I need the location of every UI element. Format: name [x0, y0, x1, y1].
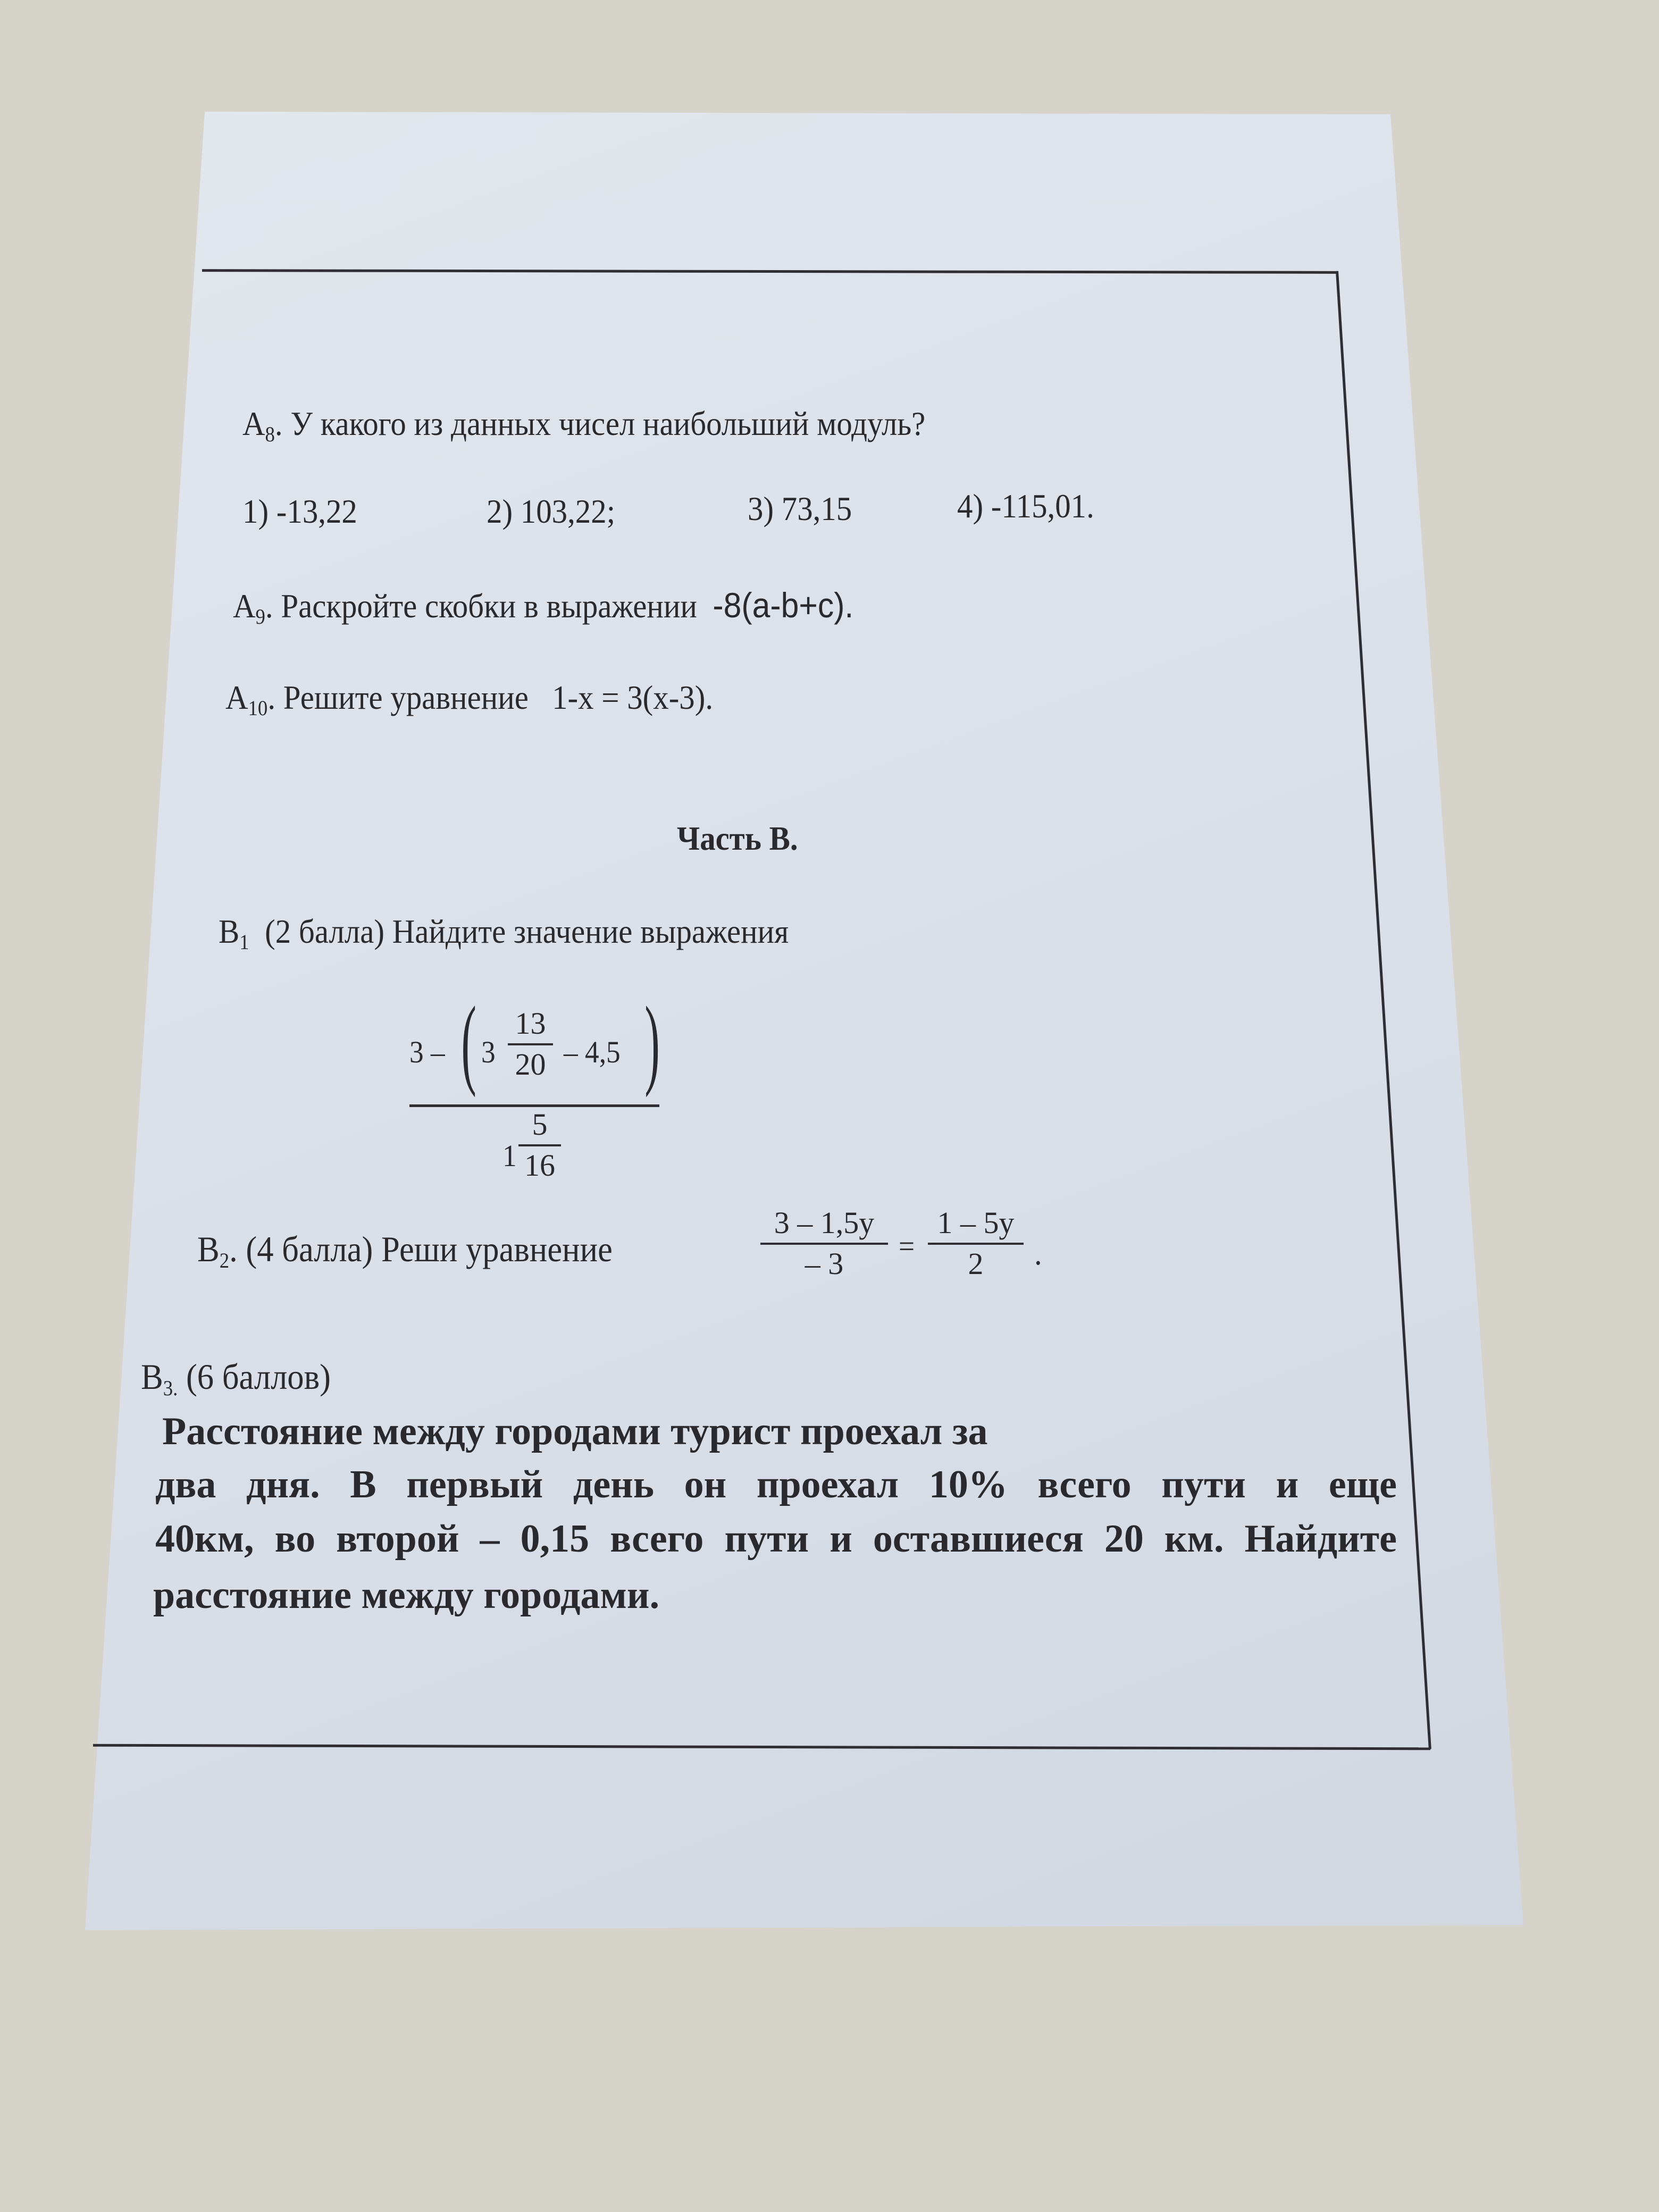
question-text: . (4 балла) Реши уравнение [229, 1229, 613, 1269]
expr-tail: – 4,5 [564, 1035, 621, 1069]
question-text: . Решите уравнение [267, 678, 529, 716]
b3-line-3: 40км, во второй – 0,15 всего пути и оставшиеся 20 км. Найдите [155, 1517, 1397, 1561]
a8-option-1: 1) -13,22 [242, 492, 357, 530]
a8-option-4: 4) -115,01. [957, 487, 1094, 525]
question-expression: 1-x = 3(x-3). [552, 678, 714, 716]
numerator: 3 – 1,5y [774, 1205, 875, 1240]
fraction-13-20 [508, 1008, 553, 1081]
b3-line-1: Расстояние между городами турист проехал за [162, 1410, 988, 1453]
question-a9 [233, 585, 853, 629]
b2-right-fraction [928, 1207, 1024, 1280]
b2-left-fraction [760, 1207, 888, 1280]
question-a10 [225, 678, 713, 720]
question-subscript: 8 [265, 422, 275, 446]
a8-option-2: 2) 103,22; [487, 492, 616, 530]
question-b2 [197, 1228, 613, 1273]
numerator: 13 [515, 1006, 546, 1041]
a8-option-3: 3) 73,15 [748, 490, 852, 527]
part-b-heading: Часть В. [677, 819, 798, 857]
denominator: 20 [515, 1046, 546, 1082]
question-text: (6 баллов) [186, 1356, 331, 1397]
question-b1 [219, 912, 789, 954]
denominator: 2 [968, 1246, 984, 1281]
question-subscript: 10 [248, 696, 268, 720]
question-subscript: 2 [219, 1249, 230, 1272]
equals-sign: = [899, 1229, 915, 1263]
question-subscript: 1 [239, 930, 249, 954]
question-label: A [225, 678, 248, 716]
expr-lead: 3 – [409, 1035, 445, 1069]
numerator: 1 – 5y [937, 1205, 1015, 1240]
right-paren: ) [644, 986, 660, 1098]
question-label: B [141, 1356, 163, 1397]
b3-line-4: расстояние между городами. [153, 1573, 660, 1617]
question-label: A [233, 587, 256, 625]
denominator: 16 [524, 1147, 555, 1183]
question-label: B [197, 1229, 220, 1269]
denominator: – 3 [805, 1246, 844, 1281]
question-label: A [242, 405, 265, 442]
question-text: (2 балла) Найдите значение выражения [265, 912, 789, 950]
question-b3 [141, 1356, 331, 1401]
left-paren: ( [461, 986, 476, 1098]
b3-line-2: два дня. В первый день он проехал 10% всего пути и еще [155, 1463, 1397, 1506]
fraction-5-16 [518, 1109, 561, 1182]
denominator-whole: 1 [502, 1138, 517, 1173]
expr-whole: 3 [481, 1035, 496, 1069]
question-expression: -8(a-b+c). [713, 585, 854, 625]
question-subscript: 3. [163, 1376, 178, 1400]
question-text: . У какого из данных чисел наибольший модуль? [274, 405, 926, 442]
question-label: B [219, 912, 240, 950]
period: . [1034, 1234, 1042, 1272]
question-subscript: 9 [255, 605, 265, 629]
question-a8 [242, 404, 925, 447]
numerator: 5 [532, 1107, 548, 1142]
question-text: . Раскройте скобки в выражении [265, 587, 697, 625]
